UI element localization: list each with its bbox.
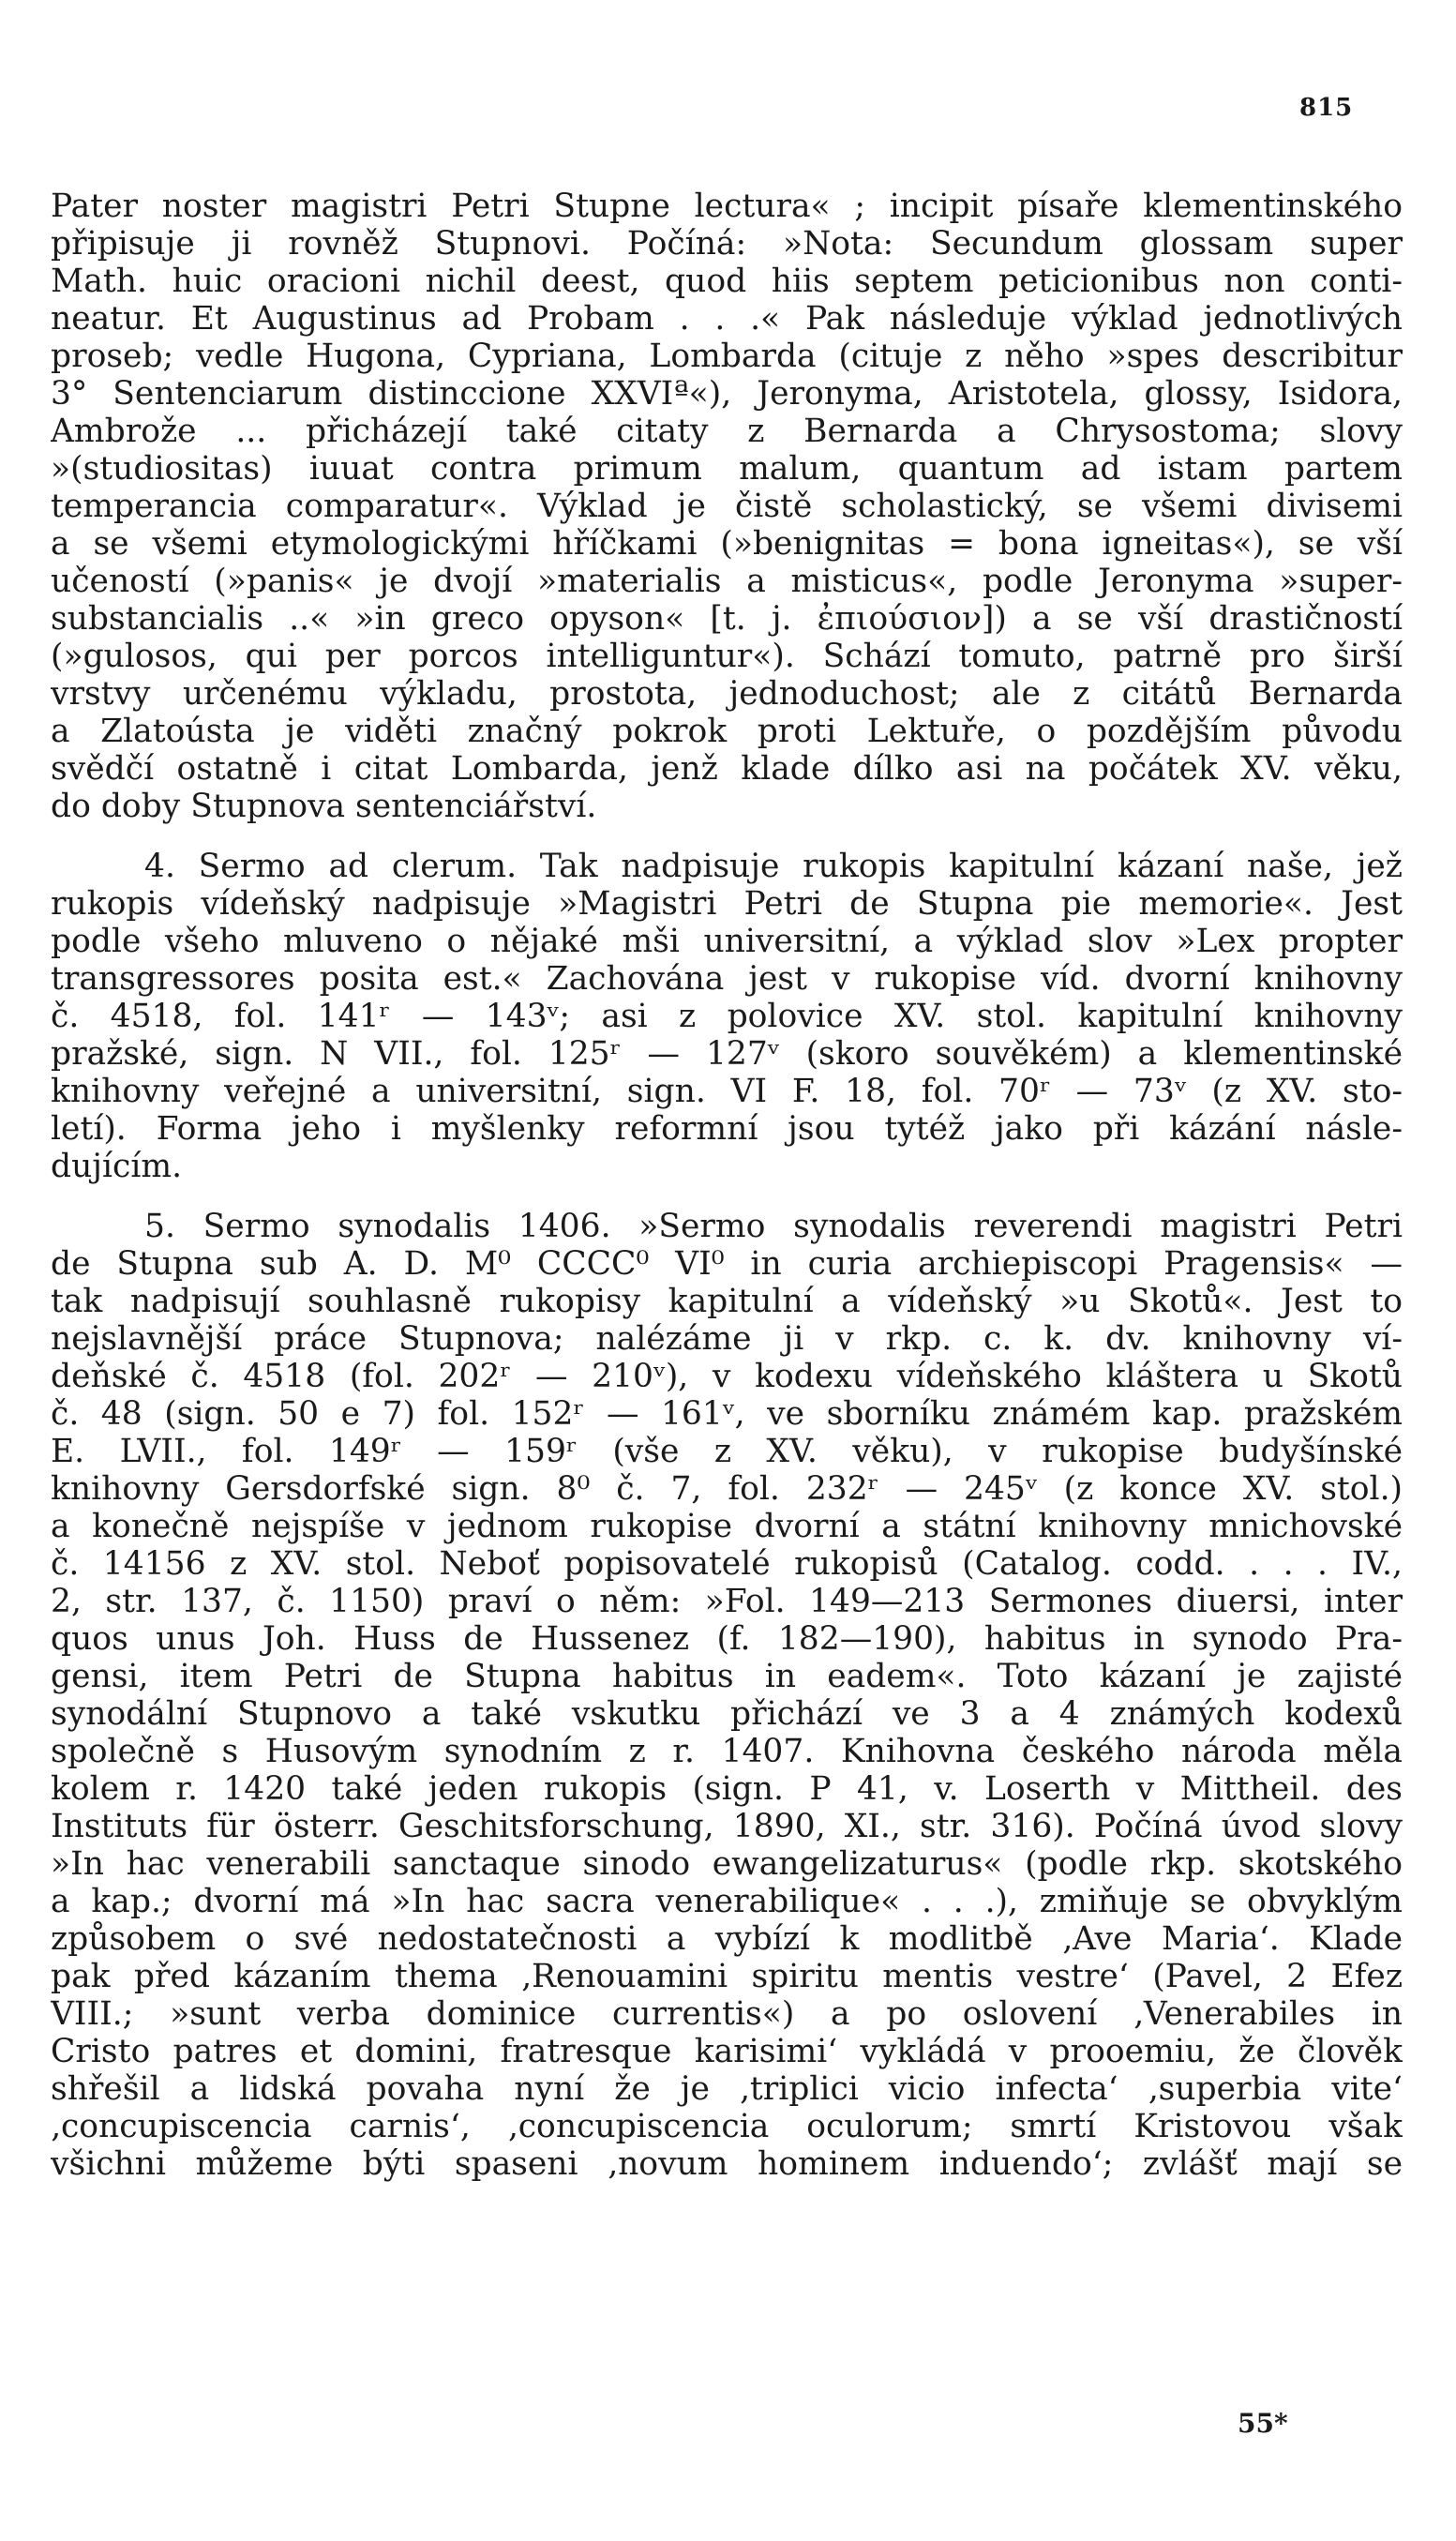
text-line: 2, str. 137, č. 1150) praví o něm: »Fol. 149—213 Sermones diuersi, inter: [51, 1583, 1403, 1620]
text-line: a Zlatoústa je viděti značný pokrok proti Lektuře, o pozdějším původu: [51, 713, 1403, 750]
text-line: knihovny veřejné a universitní, sign. VI F. 18, fol. 70ʳ — 73ᵛ (z XV. sto-: [51, 1073, 1403, 1110]
text-line: rukopis vídeňský nadpisuje »Magistri Petri de Stupna pie memorie«. Jest: [51, 885, 1403, 923]
page-number: 815: [1299, 94, 1354, 122]
text-line: Ambrože ... přicházejí také citaty z Bernarda a Chrysostoma; slovy: [51, 413, 1403, 450]
text-line: do doby Stupnova sentenciářství.: [51, 788, 597, 825]
text-line: dujícím.: [51, 1148, 183, 1185]
text-line: 5. Sermo synodalis 1406. »Sermo synodalis reverendi magistri Petri: [144, 1208, 1403, 1245]
text-line: pak před kázaním thema ‚Renouamini spiritu mentis vestre‘ (Pavel, 2 Efez: [51, 1958, 1403, 1995]
text-line: E. LVII., fol. 149ʳ — 159ʳ (vše z XV. věku), v rukopise budyšínské: [51, 1433, 1403, 1470]
paragraph-sermo-synodalis: [51, 1208, 1403, 2183]
text-line: vrstvy určenému výkladu, prostota, jednoduchost; ale z citátů Bernarda: [51, 675, 1403, 713]
text-line: »(studiositas) iuuat contra primum malum, quantum ad istam partem: [51, 450, 1403, 488]
text-line: de Stupna sub A. D. M⁰ CCCC⁰ VI⁰ in curia archiepiscopi Pragensis« —: [51, 1245, 1403, 1283]
text-line: 4. Sermo ad clerum. Tak nadpisuje rukopis kapitulní kázaní naše, jež: [144, 848, 1403, 885]
text-line: »In hac venerabili sanctaque sinodo ewangelizaturus« (podle rkp. skotského: [51, 1845, 1403, 1883]
text-line: Pater noster magistri Petri Stupne lectura« ; incipit písaře klementinského: [51, 188, 1403, 225]
text-line: deňské č. 4518 (fol. 202ʳ — 210ᵛ), v kodexu vídeňského kláštera u Skotů: [51, 1358, 1403, 1395]
text-line: (»gulosos, qui per porcos intelliguntur«). Schází tomuto, patrně pro širší: [51, 638, 1403, 675]
text-line: kolem r. 1420 také jeden rukopis (sign. P 41, v. Loserth v Mittheil. des: [51, 1770, 1403, 1808]
text-line: transgressores posita est.« Zachována jest v rukopise víd. dvorní knihovny: [51, 960, 1403, 998]
text-line: 3° Sentenciarum distinccione XXVIª«), Jeronyma, Aristotela, glossy, Isidora,: [51, 375, 1403, 413]
footer-signature: 55*: [1238, 2408, 1288, 2439]
text-line: podle všeho mluveno o nějaké mši universitní, a výklad slov »Lex propter: [51, 923, 1403, 960]
text-line: Instituts für österr. Geschitsforschung, 1890, XI., str. 316). Počíná úvod slovy: [51, 1808, 1403, 1845]
text-line: připisuje ji rovněž Stupnovi. Počíná: »Nota: Secundum glossam super: [51, 225, 1403, 263]
text-line: svědčí ostatně i citat Lombarda, jenž klade dílko asi na počátek XV. věku,: [51, 750, 1403, 788]
text-line: a kap.; dvorní má »In hac sacra venerabilique« . . .), zmiňuje se obvyklým: [51, 1883, 1403, 1920]
text-line: způsobem o své nedostatečnosti a vybízí k modlitbě ‚Ave Maria‘. Klade: [51, 1920, 1403, 1958]
text-line: synodální Stupnovo a také vskutku přichází ve 3 a 4 známých kodexů: [51, 1695, 1403, 1733]
text-line: knihovny Gersdorfské sign. 8⁰ č. 7, fol. 232ʳ — 245ᵛ (z konce XV. stol.): [51, 1470, 1403, 1508]
text-line: shřešil a lidská povaha nyní že je ‚triplici vicio infecta‘ ‚superbia vite‘: [51, 2070, 1403, 2108]
text-line: quos unus Joh. Huss de Hussenez (f. 182—190), habitus in synodo Pra-: [51, 1620, 1403, 1658]
text-line: ‚concupiscencia carnis‘, ‚concupiscencia oculorum; smrtí Kristovou však: [51, 2108, 1403, 2145]
text-line: pražské, sign. N VII., fol. 125ʳ — 127ᵛ (skoro souvěkém) a klementinské: [51, 1035, 1403, 1073]
text-line: substancialis ..« »in greco opyson« [t. j. ἐπιούσιον]) a se vší drastičností: [51, 600, 1403, 638]
text-line: č. 4518, fol. 141ʳ — 143ᵛ; asi z polovice XV. stol. kapitulní knihovny: [51, 998, 1403, 1035]
text-line: všichni můžeme býti spaseni ‚novum hominem induendo‘; zvlášť mají se: [51, 2145, 1403, 2183]
text-line: neatur. Et Augustinus ad Probam . . .« Pak následuje výklad jednotlivých: [51, 300, 1403, 338]
body-text: [51, 188, 1403, 2183]
paragraph-lectura: [51, 188, 1403, 825]
text-line: učeností (»panis« je dvojí »materialis a misticus«, podle Jeronyma »super-: [51, 563, 1403, 600]
text-line: letí). Forma jeho i myšlenky reformní jsou tytéž jako při kázání násle-: [51, 1110, 1403, 1148]
text-line: Math. huic oracioni nichil deest, quod hiis septem peticionibus non conti-: [51, 263, 1403, 300]
text-line: temperancia comparatur«. Výklad je čistě scholastický, se všemi divisemi: [51, 488, 1403, 525]
paragraph-sermo-ad-clerum: [51, 848, 1403, 1185]
text-line: nejslavnější práce Stupnova; nalézáme ji v rkp. c. k. dv. knihovny ví-: [51, 1320, 1403, 1358]
text-line: gensi, item Petri de Stupna habitus in eadem«. Toto kázaní je zajisté: [51, 1658, 1403, 1695]
text-line: společně s Husovým synodním z r. 1407. Knihovna českého národa měla: [51, 1733, 1403, 1770]
text-line: a konečně nejspíše v jednom rukopise dvorní a státní knihovny mnichovské: [51, 1508, 1403, 1545]
text-line: č. 14156 z XV. stol. Neboť popisovatelé rukopisů (Catalog. codd. . . . IV.,: [51, 1545, 1403, 1583]
text-line: VIII.; »sunt verba dominice currentis«) a po oslovení ‚Venerabiles in: [51, 1995, 1403, 2033]
text-line: a se všemi etymologickými hříčkami (»benignitas = bona igneitas«), se vší: [51, 525, 1403, 563]
text-line: Cristo patres et domini, fratresque karisimi‘ vykládá v prooemiu, že člověk: [51, 2033, 1403, 2070]
text-line: č. 48 (sign. 50 e 7) fol. 152ʳ — 161ᵛ, ve sborníku známém kap. pražském: [51, 1395, 1403, 1433]
text-line: tak nadpisují souhlasně rukopisy kapitulní a vídeňský »u Skotů«. Jest to: [51, 1283, 1403, 1320]
text-line: proseb; vedle Hugona, Cypriana, Lombarda (cituje z něho »spes describitur: [51, 338, 1403, 375]
